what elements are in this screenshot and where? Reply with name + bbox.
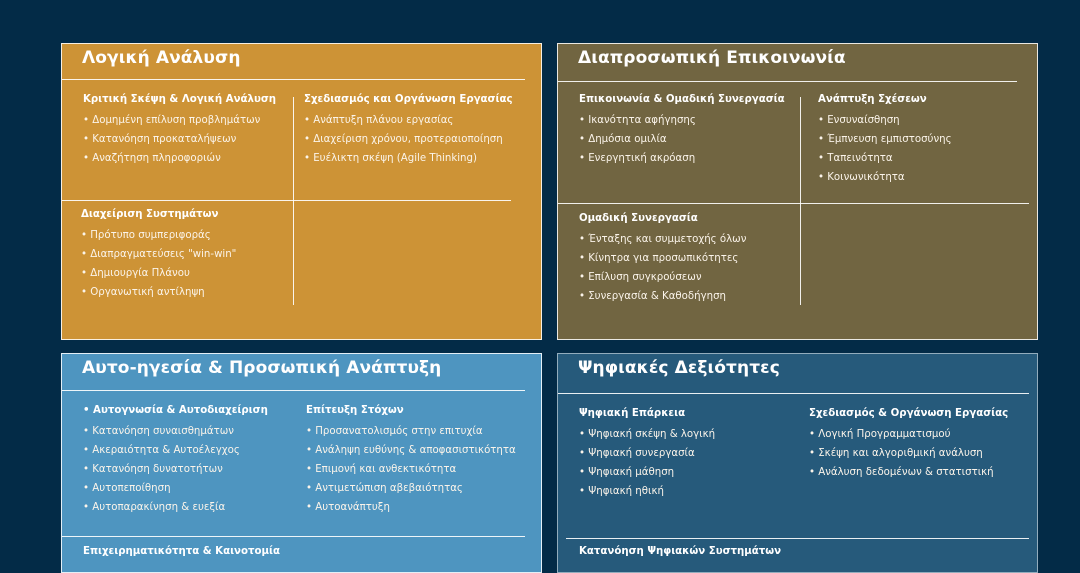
- row-divider: [558, 203, 1029, 204]
- list-item: • Ακεραιότητα & Αυτοέλεγχος: [83, 441, 268, 460]
- section-critical-thinking: [83, 94, 276, 168]
- list-item: • Αυτοπαρακίνηση & ευεξία: [83, 498, 268, 517]
- title-divider: [558, 81, 1017, 82]
- list-item: • Ψηφιακή ηθική: [579, 482, 715, 501]
- section-title: Κατανόηση Ψηφιακών Συστημάτων: [579, 546, 782, 557]
- list-item: • Κατανόηση προκαταλήψεων: [83, 130, 276, 149]
- list-item: • Λογική Προγραμματισμού: [809, 425, 1008, 444]
- panel-title: Λογική Ανάλυση: [82, 48, 241, 68]
- panel-title: Ψηφιακές Δεξιότητες: [578, 358, 780, 378]
- panel-interpersonal-communication: [557, 43, 1038, 340]
- section-title: Κριτική Σκέψη & Λογική Ανάλυση: [83, 94, 277, 105]
- panel-title: Διαπροσωπική Επικοινωνία: [578, 48, 846, 68]
- list-item: • Επιμονή και ανθεκτικότητα: [306, 460, 516, 479]
- list-item: • Αυτοανάπτυξη: [306, 498, 516, 517]
- list-item: • Πρότυπο συμπεριφοράς: [81, 226, 236, 245]
- row-divider: [62, 200, 511, 201]
- section-title: Ανάπτυξη Σχέσεων: [818, 94, 927, 105]
- list-item: • Κίνητρα για προσωπικότητες: [579, 249, 746, 268]
- list-item: • Κατανόηση δυνατοτήτων: [83, 460, 268, 479]
- section-relationship-building: [818, 94, 952, 187]
- section-communication-teamwork: [579, 94, 785, 168]
- list-item: • Ταπεινότητα: [818, 149, 952, 168]
- section-title: Επίτευξη Στόχων: [306, 405, 404, 416]
- section-title: Σχεδιασμός και Οργάνωση Εργασίας: [304, 94, 513, 105]
- list-item: • Ψηφιακή μάθηση: [579, 463, 715, 482]
- list-item: • Δομημένη επίλυση προβλημάτων: [83, 111, 276, 130]
- section-title: Ομαδική Συνεργασία: [579, 213, 698, 224]
- section-title: Επικοινωνία & Ομαδική Συνεργασία: [579, 94, 785, 105]
- list-item: • Σκέψη και αλγοριθμική ανάλυση: [809, 444, 1008, 463]
- section-title: • Αυτογνωσία & Αυτοδιαχείριση: [83, 405, 268, 416]
- section-digital-work-planning: [809, 408, 1008, 482]
- section-goal-achievement: [306, 405, 516, 517]
- title-divider: [558, 393, 1029, 394]
- section-self-awareness: [83, 405, 268, 517]
- list-item: • Συνεργασία & Καθοδήγηση: [579, 287, 746, 306]
- list-item: • Ανάπτυξη πλάνου εργασίας: [304, 111, 513, 130]
- list-item: • Κοινωνικότητα: [818, 168, 952, 187]
- section-digital-systems: [579, 546, 781, 563]
- section-title: Ψηφιακή Επάρκεια: [579, 408, 686, 419]
- list-item: • Ένταξης και συμμετοχής όλων: [579, 230, 746, 249]
- column-divider: [800, 97, 801, 305]
- list-item: • Ευέλικτη σκέψη (Agile Thinking): [304, 149, 513, 168]
- section-entrepreneurship: [83, 546, 280, 563]
- section-title: Διαχείριση Συστημάτων: [81, 209, 219, 220]
- list-item: • Ικανότητα αφήγησης: [579, 111, 785, 130]
- row-divider: [566, 538, 1029, 539]
- list-item: • Ανάληψη ευθύνης & αποφασιστικότητα: [306, 441, 516, 460]
- list-item: • Αναζήτηση πληροφοριών: [83, 149, 276, 168]
- title-divider: [62, 79, 525, 80]
- list-item: • Διαχείριση χρόνου, προτεραιοποίηση: [304, 130, 513, 149]
- row-divider: [62, 536, 525, 537]
- list-item: • Διαπραγματεύσεις "win-win": [81, 245, 236, 264]
- panel-digital-skills: [557, 353, 1038, 573]
- list-item: • Επίλυση συγκρούσεων: [579, 268, 746, 287]
- list-item: • Έμπνευση εμπιστοσύνης: [818, 130, 952, 149]
- list-item: • Ενεργητική ακρόαση: [579, 149, 785, 168]
- title-divider: [62, 390, 525, 391]
- section-title: Επιχειρηματικότητα & Καινοτομία: [83, 546, 280, 557]
- section-systems-management: [81, 209, 236, 302]
- panel-logical-analysis: [61, 43, 542, 340]
- list-item: • Ανάλυση δεδομένων & στατιστική: [809, 463, 1008, 482]
- section-team-collaboration: [579, 213, 746, 306]
- panel-self-leadership: [61, 353, 542, 573]
- column-divider: [293, 97, 294, 305]
- list-item: • Δημιουργία Πλάνου: [81, 264, 236, 283]
- list-item: • Δημόσια ομιλία: [579, 130, 785, 149]
- section-digital-proficiency: [579, 408, 715, 501]
- list-item: • Ψηφιακή σκέψη & λογική: [579, 425, 715, 444]
- list-item: • Οργανωτική αντίληψη: [81, 283, 236, 302]
- list-item: • Κατανόηση συναισθημάτων: [83, 422, 268, 441]
- list-item: • Αυτοπεποίθηση: [83, 479, 268, 498]
- panel-title: Αυτο-ηγεσία & Προσωπική Ανάπτυξη: [82, 358, 442, 378]
- list-item: • Προσανατολισμός στην επιτυχία: [306, 422, 516, 441]
- section-work-planning: [304, 94, 513, 168]
- section-title: Σχεδιασμός & Οργάνωση Εργασίας: [809, 408, 1009, 419]
- list-item: • Ψηφιακή συνεργασία: [579, 444, 715, 463]
- list-item: • Αντιμετώπιση αβεβαιότητας: [306, 479, 516, 498]
- list-item: • Ενσυναίσθηση: [818, 111, 952, 130]
